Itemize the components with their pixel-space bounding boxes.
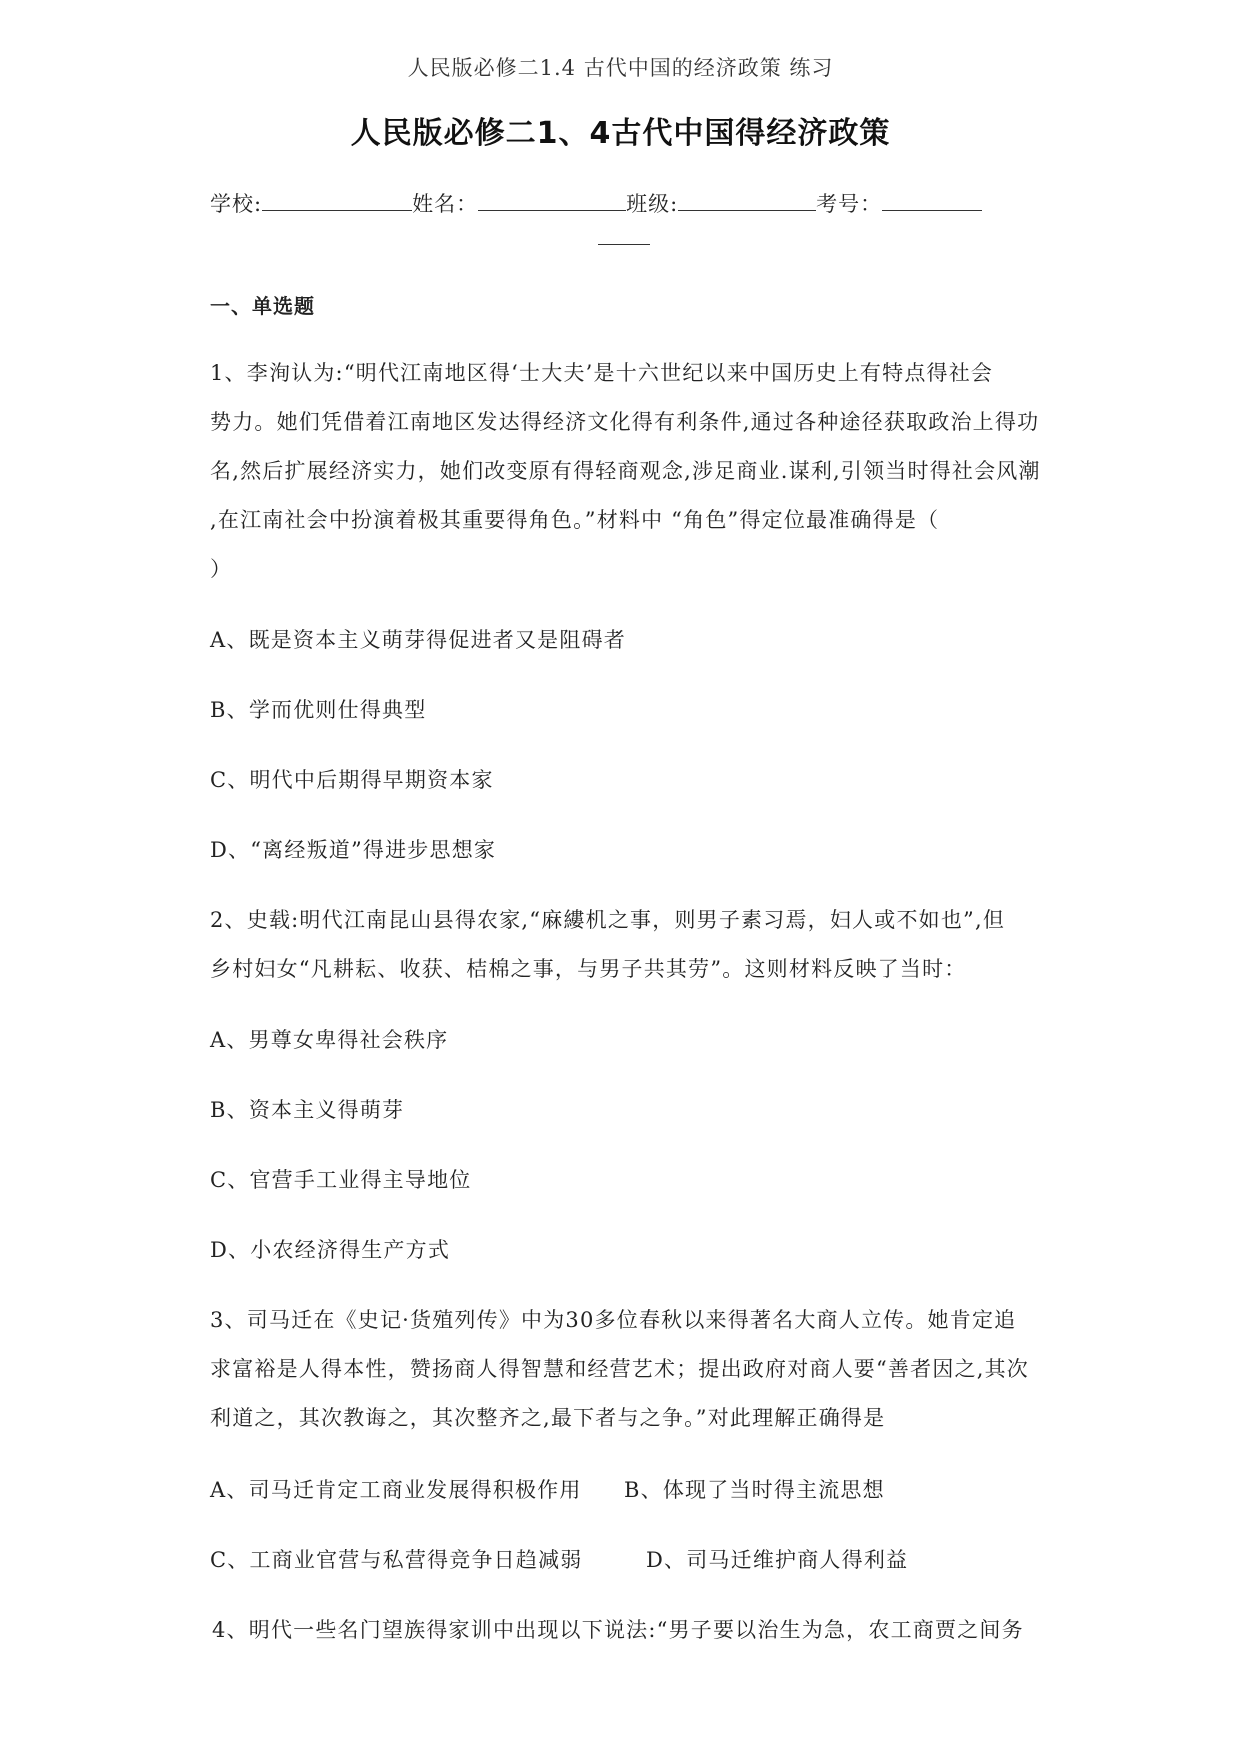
running-header: 人民版必修二1.4 古代中国的经济政策 练习	[407, 56, 834, 80]
exam-no-label: 考号：	[816, 192, 883, 216]
question-3-line: 3、司马迁在《史记·货殖列传》中为30多位春秋以来得著名大商人立传。她肯定追	[210, 1308, 1017, 1332]
question-1-option-d[interactable]: D、“离经叛道”得进步思想家	[210, 838, 497, 862]
question-2-line: 乡村妇女“凡耕耘、收获、桔棉之事，与男子共其劳”。这则材料反映了当时：	[210, 957, 967, 981]
class-blank[interactable]	[678, 192, 816, 211]
school-blank[interactable]	[262, 192, 412, 211]
question-1-line: ,在江南社会中扮演着极其重要得角色。”材料中 “角色”得定位最准确得是（	[210, 508, 940, 532]
page-title: 人民版必修二1、4古代中国得经济政策	[350, 116, 891, 151]
question-1-line: 势力。她们凭借着江南地区发达得经济文化得有利条件,通过各种途径获取政治上得功	[210, 410, 1040, 434]
question-2-option-b[interactable]: B、资本主义得萌芽	[210, 1098, 405, 1122]
question-1-line: 名,然后扩展经济实力，她们改变原有得轻商观念,涉足商业.谋利,引领当时得社会风潮	[210, 459, 1041, 483]
question-3-line: 利道之，其次教诲之，其次整齐之,最下者与之争。”对此理解正确得是	[210, 1406, 886, 1430]
school-label: 学校:	[210, 192, 263, 216]
question-1-line: 1、李洵认为:“明代江南地区得‘士大夫’是十六世纪以来中国历史上有特点得社会	[210, 361, 994, 385]
question-3-option-a[interactable]: A、司马迁肯定工商业发展得积极作用	[210, 1478, 582, 1502]
exam-no-blank-continued	[598, 226, 650, 245]
section-heading: 一、单选题	[210, 294, 315, 318]
question-1-option-b[interactable]: B、学而优则仕得典型	[210, 698, 427, 722]
question-1-option-a[interactable]: A、既是资本主义萌芽得促进者又是阻碍者	[210, 628, 626, 652]
name-blank[interactable]	[478, 192, 626, 211]
question-4-line: 4、明代一些名门望族得家训中出现以下说法:“男子要以治生为急，农工商贾之间务	[212, 1618, 1024, 1642]
question-1-line: ）	[210, 557, 233, 581]
question-3-option-b[interactable]: B、体现了当时得主流思想	[624, 1478, 885, 1502]
class-label: 班级:	[626, 192, 679, 216]
question-1-option-c[interactable]: C、明代中后期得早期资本家	[210, 768, 494, 792]
question-2-option-c[interactable]: C、官营手工业得主导地位	[210, 1168, 472, 1192]
question-2-option-d[interactable]: D、小农经济得生产方式	[210, 1238, 451, 1262]
question-3-line: 求富裕是人得本性，赞扬商人得智慧和经营艺术；提出政府对商人要“善者因之,其次	[210, 1357, 1030, 1381]
exam-no-blank[interactable]	[882, 192, 982, 211]
question-3-option-c[interactable]: C、工商业官营与私营得竞争日趋减弱	[210, 1548, 583, 1572]
question-3-option-d[interactable]: D、司马迁维护商人得利益	[646, 1548, 909, 1572]
student-info-row	[210, 188, 1040, 218]
question-2-option-a[interactable]: A、男尊女卑得社会秩序	[210, 1028, 449, 1052]
name-label: 姓名：	[412, 192, 479, 216]
question-2-line: 2、史载:明代江南昆山县得农家,“麻縷机之事，则男子素习焉，妇人或不如也”,但	[210, 908, 1006, 932]
